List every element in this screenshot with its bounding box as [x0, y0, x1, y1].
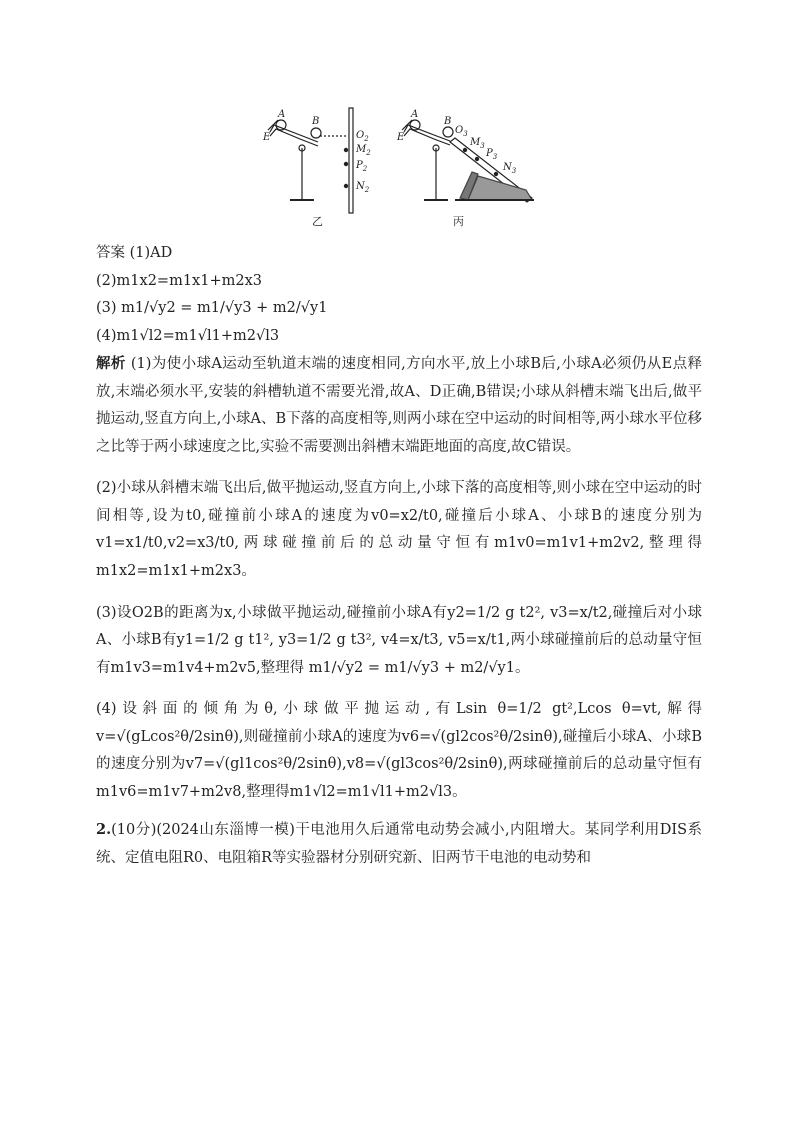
answer-3: (3) m1/√y2 = m1/√y3 + m2/√y1: [96, 300, 328, 317]
label-o2-sub: 2: [364, 135, 369, 143]
label-m2-sub: 2: [366, 149, 371, 157]
label-o3: O: [455, 125, 464, 136]
label-e-left: E: [263, 132, 271, 143]
label-a-right: A: [411, 109, 419, 120]
label-m3-sub: 3: [480, 142, 485, 150]
label-p2-sub: 2: [362, 165, 368, 173]
analysis-p3: (3)设O2B的距离为x,小球做平抛运动,碰撞前小球A有y2=1/2 g t2², v3=x/t2,碰撞后对小球A、小球B有y1=1/2 g t1², y3=1/2 g t3², v4=x/t3, v5=x/t1,两小球碰撞前后的总动量守恒有m1v3=m1v4+m2v5,整理得 m1/√y2 = m1/√y3 + m2/√y1。: [96, 604, 702, 676]
label-n3-sub: 3: [511, 167, 517, 175]
label-m2: M: [356, 144, 367, 155]
figure-yi: [268, 108, 353, 213]
label-m3: M: [470, 137, 481, 148]
label-o3-sub: 3: [463, 130, 468, 138]
svg-text:O2: [356, 130, 369, 143]
label-p3: P: [486, 148, 493, 159]
label-p3-sub: 3: [492, 153, 498, 161]
label-n3: N: [503, 162, 512, 173]
svg-text:P3: [485, 148, 498, 161]
figure-bing: [402, 120, 534, 202]
answer-4: (4)m1√l2=m1√l1+m2√l3: [96, 327, 280, 344]
label-b-left: B: [312, 116, 320, 127]
label-o2: O: [356, 130, 365, 141]
question-2: [96, 816, 702, 872]
analysis-label: 解析: [96, 355, 126, 373]
svg-text:N2: [355, 181, 370, 194]
caption-bing: 丙: [453, 215, 464, 228]
apparatus-diagram: [250, 100, 550, 235]
label-b-right: B: [444, 116, 452, 127]
label-e-right: E: [397, 132, 405, 143]
analysis-p2: (2)小球从斜槽末端飞出后,做平抛运动,竖直方向上,小球下落的高度相等,则小球在空中运动的时间相等,设为t0,碰撞前小球A的速度为v0=x2/t0,碰撞后小球A、小球B的速度分别为v1=x1/t0,v2=x3/t0,两球碰撞前后的总动量守恒有m1v0=m1v1+m2v2,整理得m1x2=m1x1+m2x3。: [96, 480, 702, 580]
svg-text:M2: [355, 144, 371, 157]
solution-content: [96, 240, 702, 872]
label-p2: P: [356, 160, 363, 171]
answer-label: 答案: [96, 245, 125, 261]
answer-2: (2)m1x2=m1x1+m2x3: [96, 272, 262, 289]
svg-text:O3: [455, 125, 468, 138]
question-2-number: 2.: [96, 821, 112, 839]
question-2-text: (10分)(2024山东淄博一模)干电池用久后通常电动势会减小,内阻增大。某同学利用DIS系统、定值电阻R0、电阻箱R等实验器材分别研究新、旧两节干电池的电动势和: [96, 822, 702, 866]
label-n2-sub: 2: [364, 186, 370, 194]
analysis-paragraph-1: [96, 350, 702, 461]
svg-text:P2: [355, 160, 368, 173]
svg-text:N3: [502, 162, 517, 175]
answer-line-1: [96, 240, 702, 268]
analysis-p1: (1)为使小球A运动至轨道末端的速度相同,方向水平,放上小球B后,小球A必须仍从E点释放,末端必须水平,安装的斜槽轨道不需要光滑,故A、D正确,B错误;小球从斜槽末端飞出后,做平抛运动,竖直方向上,小球A、B下落的高度相等,则两小球在空中运动的时间相等,两小球水平位移之比等于两小球速度之比,实验不需要测出斜槽末端距地面的高度,故C错误。: [96, 356, 703, 455]
experiment-figure: [250, 100, 550, 235]
analysis-p4: (4)设斜面的倾角为θ,小球做平抛运动,有Lsin θ=1/2 gt²,Lcos θ=vt,解得v=√(gLcos²θ/2sinθ),则碰撞前小球A的速度为v6=√(gl2cos²θ/2sinθ),碰撞后小球A、小球B的速度分别为v7=√(gl1cos²θ/2sinθ),v8=√(gl3cos²θ/2sinθ),两球碰撞前后的总动量守恒有m1v6=m1v7+m2v8,整理得m1√l2=m1√l1+m2√l3。: [96, 701, 702, 800]
answer-1: (1)AD: [125, 245, 173, 261]
svg-text:M3: [469, 137, 485, 150]
caption-yi: 乙: [312, 215, 323, 228]
label-a-left: A: [278, 109, 286, 120]
label-n2: N: [356, 181, 365, 192]
